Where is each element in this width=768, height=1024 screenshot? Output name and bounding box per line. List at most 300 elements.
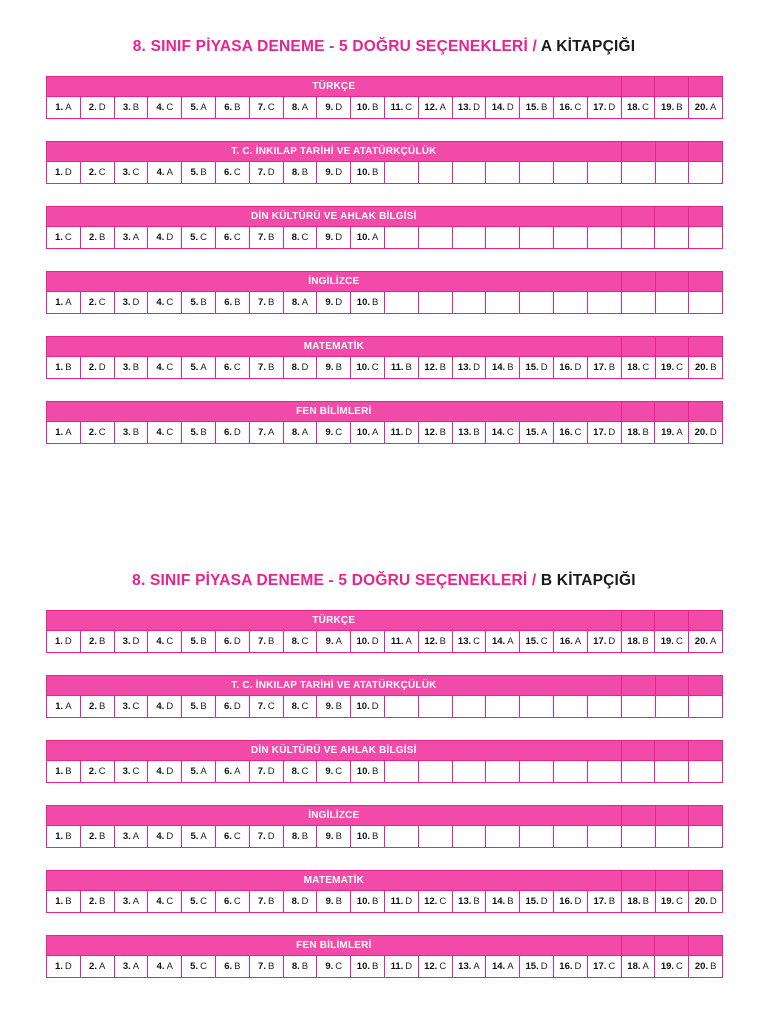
section-header: İNGİLİZCE [47, 806, 622, 826]
question-number: 5. [190, 701, 199, 712]
booklet-a-sections [46, 76, 722, 466]
question-number: 6. [224, 102, 233, 113]
answer-cell [47, 227, 81, 249]
header-pad-cell [689, 936, 723, 956]
answer-option: C [642, 102, 650, 113]
answer-cell [283, 162, 317, 184]
answer-cell [486, 292, 520, 314]
answer-cell [351, 292, 385, 314]
question-number: 6. [223, 232, 232, 243]
answer-option: B [372, 831, 379, 842]
answer-cell [520, 292, 554, 314]
answer-option: A [267, 427, 275, 438]
header-pad-cell [655, 741, 689, 761]
answer-option: A [200, 362, 207, 373]
booklet-b-sections [46, 610, 722, 1000]
answer-option: C [200, 896, 207, 907]
answer-option: C [405, 102, 413, 113]
answer-cell [148, 631, 182, 653]
header-pad-cell [621, 871, 655, 891]
header-pad-cell [655, 936, 689, 956]
question-number: 7. [257, 167, 266, 178]
answer-cell [215, 826, 249, 848]
answer-option: A [200, 831, 207, 842]
question-number: 18. [627, 427, 641, 438]
answer-cell [114, 422, 148, 444]
header-pad-cell [689, 741, 723, 761]
answer-cell [452, 826, 486, 848]
answer-option: C [676, 896, 683, 907]
answer-cell [80, 891, 114, 913]
answer-option: A [473, 961, 480, 972]
answer-cell [587, 826, 621, 848]
answer-cell [486, 162, 520, 184]
answer-cell [80, 162, 114, 184]
answer-cell [553, 292, 587, 314]
question-number: 2. [88, 766, 97, 777]
answer-option: A [65, 701, 72, 712]
answer-cell [553, 422, 587, 444]
header-pad-cell [621, 676, 655, 696]
answer-option: D [335, 167, 343, 178]
answer-cell [621, 826, 655, 848]
answer-cell [283, 761, 317, 783]
answer-table [46, 935, 723, 978]
answer-cell [148, 97, 182, 119]
question-number: 16. [559, 362, 573, 373]
answer-option: C [64, 232, 72, 243]
answer-cell [486, 631, 520, 653]
answer-option: A [405, 636, 412, 647]
answer-cell [655, 826, 689, 848]
header-pad-cell [655, 611, 689, 631]
answer-cell [486, 826, 520, 848]
header-pad-cell [655, 806, 689, 826]
answer-option: D [267, 831, 275, 842]
answer-option: C [200, 961, 207, 972]
answer-option: B [200, 701, 207, 712]
answer-cell [215, 761, 249, 783]
answer-option: B [439, 636, 446, 647]
answer-cell [249, 761, 283, 783]
answer-row [47, 292, 723, 314]
header-pad-cell [689, 871, 723, 891]
answer-option: B [372, 297, 379, 308]
answer-cell [689, 292, 723, 314]
question-number: 10. [356, 167, 370, 178]
answer-cell [655, 631, 689, 653]
header-pad-cell [689, 676, 723, 696]
answer-option: B [234, 102, 241, 113]
answer-cell [553, 761, 587, 783]
answer-option: B [439, 362, 446, 373]
question-number: 3. [122, 831, 131, 842]
answer-cell [47, 357, 81, 379]
answer-cell [317, 761, 351, 783]
answer-cell [621, 422, 655, 444]
question-number: 10. [356, 831, 370, 842]
question-number: 19. [660, 636, 674, 647]
section-header: MATEMATİK [47, 871, 622, 891]
answer-cell [80, 97, 114, 119]
question-number: 8. [291, 297, 300, 308]
question-number: 10. [356, 701, 370, 712]
answer-cell [351, 422, 385, 444]
question-number: 1. [55, 831, 64, 842]
answer-option: B [200, 297, 207, 308]
answer-cell [520, 826, 554, 848]
answer-cell [655, 292, 689, 314]
question-number: 1. [55, 297, 64, 308]
question-number: 9. [325, 167, 334, 178]
section-header: İNGİLİZCE [47, 272, 622, 292]
question-number: 1. [55, 896, 64, 907]
answer-option: D [64, 636, 72, 647]
section-header: DİN KÜLTÜRÜ VE AHLAK BİLGİSİ [47, 741, 622, 761]
answer-cell [621, 761, 655, 783]
question-number: 16. [559, 636, 573, 647]
answer-section [46, 271, 722, 314]
answer-option: C [166, 362, 174, 373]
question-number: 12. [424, 636, 438, 647]
answer-cell [553, 956, 587, 978]
answer-option: A [132, 831, 140, 842]
question-number: 8. [291, 766, 300, 777]
answer-cell [655, 696, 689, 718]
answer-option: C [132, 167, 140, 178]
question-number: 14. [491, 362, 506, 373]
answer-option: B [507, 896, 514, 907]
answer-option: D [608, 427, 616, 438]
answer-option: A [439, 102, 446, 113]
answer-option: B [676, 102, 683, 113]
answer-table [46, 740, 723, 783]
question-number: 14. [491, 102, 505, 113]
answer-cell [452, 956, 486, 978]
answer-cell [317, 357, 351, 379]
question-number: 7. [258, 961, 266, 972]
answer-option: B [98, 896, 106, 907]
answer-cell [587, 292, 621, 314]
answer-option: B [98, 701, 106, 712]
answer-cell [587, 227, 621, 249]
answer-option: D [132, 297, 140, 308]
answer-row [47, 761, 723, 783]
answer-cell [114, 631, 148, 653]
question-number: 4. [156, 701, 165, 712]
answer-cell [114, 97, 148, 119]
answer-cell [249, 97, 283, 119]
answer-cell [148, 891, 182, 913]
answer-cell [114, 292, 148, 314]
answer-cell [80, 292, 114, 314]
answer-cell [182, 357, 216, 379]
answer-cell [215, 956, 249, 978]
answer-option: B [267, 232, 275, 243]
question-number: 19. [660, 961, 675, 972]
answer-option: B [65, 362, 72, 373]
answer-cell [587, 631, 621, 653]
question-number: 8. [291, 102, 300, 113]
answer-cell [689, 227, 723, 249]
answer-cell [418, 761, 452, 783]
header-pad-cell [621, 142, 655, 162]
answer-cell [520, 357, 554, 379]
answer-option: B [200, 427, 207, 438]
answer-option: D [166, 701, 174, 712]
answer-cell [182, 696, 216, 718]
answer-cell [418, 97, 452, 119]
answer-option: B [65, 831, 72, 842]
answer-cell [182, 826, 216, 848]
question-number: 17. [593, 427, 607, 438]
answer-option: C [233, 831, 241, 842]
question-number: 3. [122, 766, 131, 777]
question-number: 9. [325, 961, 334, 972]
question-number: 13. [458, 961, 472, 972]
question-number: 3. [122, 701, 131, 712]
answer-option: C [676, 362, 683, 373]
header-pad-cell [621, 611, 655, 631]
answer-cell [384, 631, 418, 653]
answer-cell [486, 956, 520, 978]
answer-cell [114, 162, 148, 184]
answer-cell [182, 891, 216, 913]
answer-cell [486, 227, 520, 249]
answer-option: D [98, 362, 106, 373]
answer-cell [553, 97, 587, 119]
answer-option: D [371, 701, 379, 712]
answer-option: C [574, 427, 582, 438]
question-number: 14. [491, 427, 505, 438]
answer-option: A [200, 766, 207, 777]
header-pad-cell [621, 402, 655, 422]
answer-option: C [642, 362, 650, 373]
question-number: 7. [258, 297, 266, 308]
answer-cell [249, 956, 283, 978]
answer-cell [418, 227, 452, 249]
answer-option: D [64, 961, 72, 972]
answer-cell [689, 956, 723, 978]
question-number: 11. [390, 636, 404, 647]
answer-cell [655, 162, 689, 184]
answer-cell [553, 696, 587, 718]
answer-cell [114, 956, 148, 978]
answer-option: B [710, 961, 717, 972]
answer-cell [418, 422, 452, 444]
question-number: 7. [258, 427, 266, 438]
answer-option: C [335, 766, 343, 777]
answer-cell [283, 227, 317, 249]
answer-cell [452, 162, 486, 184]
answer-option: A [301, 297, 309, 308]
question-number: 8. [291, 427, 300, 438]
question-number: 10. [356, 362, 370, 373]
answer-cell [587, 761, 621, 783]
answer-option: D [233, 427, 241, 438]
answer-option: A [132, 896, 140, 907]
booklet-a-title-main: 8. SINIF PİYASA DENEME - 5 DOĞRU SEÇENEKLERİ / [132, 38, 541, 55]
answer-option: D [608, 102, 616, 113]
answer-option: C [439, 961, 447, 972]
answer-cell [689, 97, 723, 119]
answer-section [46, 805, 722, 848]
answer-cell [689, 631, 723, 653]
section-header: TÜRKÇE [47, 611, 622, 631]
question-number: 6. [223, 636, 232, 647]
answer-cell [249, 826, 283, 848]
question-number: 9. [325, 362, 334, 373]
answer-table [46, 401, 723, 444]
answer-option: B [473, 427, 480, 438]
answer-cell [520, 97, 554, 119]
question-number: 3. [122, 232, 131, 243]
answer-option: D [506, 102, 514, 113]
question-number: 2. [89, 896, 97, 907]
answer-option: C [98, 766, 106, 777]
question-number: 4. [156, 427, 165, 438]
answer-cell [418, 162, 452, 184]
question-number: 1. [54, 232, 63, 243]
question-number: 2. [88, 427, 97, 438]
question-number: 9. [325, 297, 334, 308]
answer-option: B [132, 362, 140, 373]
answer-option: B [335, 362, 342, 373]
answer-cell [182, 956, 216, 978]
question-number: 6. [223, 896, 232, 907]
answer-cell [486, 696, 520, 718]
answer-option: C [301, 766, 309, 777]
answer-option: A [166, 961, 173, 972]
question-number: 8. [291, 167, 300, 178]
answer-cell [655, 761, 689, 783]
answer-cell [452, 292, 486, 314]
answer-cell [317, 227, 351, 249]
answer-section [46, 675, 722, 718]
section-header: T. C. İNKILAP TARİHİ VE ATATÜRKÇÜLÜK [47, 142, 622, 162]
answer-cell [114, 227, 148, 249]
question-number: 19. [661, 427, 675, 438]
answer-option: B [234, 297, 241, 308]
answer-option: A [98, 961, 106, 972]
question-number: 10. [356, 232, 370, 243]
answer-table [46, 805, 723, 848]
answer-cell [283, 292, 317, 314]
answer-cell [317, 422, 351, 444]
answer-cell [80, 696, 114, 718]
answer-option: B [267, 362, 275, 373]
answer-row [47, 97, 723, 119]
answer-cell [384, 761, 418, 783]
answer-cell [317, 891, 351, 913]
answer-cell [621, 292, 655, 314]
answer-cell [47, 696, 81, 718]
answer-option: B [132, 427, 140, 438]
answer-option: B [65, 896, 72, 907]
answer-option: D [540, 362, 548, 373]
question-number: 20. [694, 427, 708, 438]
question-number: 4. [156, 831, 165, 842]
answer-cell [553, 357, 587, 379]
answer-option: C [233, 232, 241, 243]
answer-option: D [371, 636, 379, 647]
answer-row [47, 357, 723, 379]
question-number: 5. [190, 427, 199, 438]
answer-option: B [132, 102, 140, 113]
answer-cell [249, 357, 283, 379]
question-number: 16. [559, 427, 573, 438]
answer-cell [249, 891, 283, 913]
question-number: 6. [224, 766, 233, 777]
answer-option: D [574, 961, 582, 972]
header-pad-cell [621, 741, 655, 761]
answer-cell [384, 227, 418, 249]
question-number: 11. [390, 102, 404, 113]
answer-option: A [507, 636, 514, 647]
question-number: 15. [525, 102, 539, 113]
question-number: 14. [491, 896, 506, 907]
answer-option: D [574, 896, 582, 907]
question-number: 17. [593, 362, 607, 373]
answer-cell [587, 357, 621, 379]
answer-cell [317, 696, 351, 718]
answer-cell [317, 162, 351, 184]
answer-cell [351, 227, 385, 249]
header-pad-cell [689, 207, 723, 227]
answer-option: C [608, 961, 616, 972]
answer-cell [486, 357, 520, 379]
answer-option: B [372, 961, 379, 972]
answer-cell [655, 227, 689, 249]
answer-section [46, 870, 722, 913]
question-number: 2. [89, 232, 97, 243]
answer-cell [317, 826, 351, 848]
answer-option: D [608, 636, 616, 647]
answer-option: C [574, 102, 582, 113]
answer-cell [553, 162, 587, 184]
answer-cell [351, 631, 385, 653]
question-number: 9. [325, 102, 334, 113]
answer-option: C [166, 427, 174, 438]
answer-section [46, 76, 722, 119]
question-number: 6. [224, 297, 233, 308]
question-number: 18. [627, 362, 641, 373]
answer-option: D [574, 362, 582, 373]
answer-cell [148, 162, 182, 184]
answer-option: A [132, 232, 140, 243]
answer-option: C [506, 427, 514, 438]
answer-option: C [132, 766, 140, 777]
answer-cell [47, 826, 81, 848]
answer-option: B [608, 362, 616, 373]
answer-cell [47, 97, 81, 119]
answer-option: B [540, 102, 548, 113]
question-number: 13. [458, 896, 472, 907]
question-number: 13. [458, 427, 472, 438]
answer-cell [418, 292, 452, 314]
answer-option: C [371, 362, 379, 373]
answer-cell [655, 97, 689, 119]
answer-cell [351, 826, 385, 848]
answer-cell [148, 357, 182, 379]
answer-option: C [166, 102, 174, 113]
answer-cell [351, 696, 385, 718]
answer-option: B [642, 636, 649, 647]
question-number: 15. [525, 961, 539, 972]
question-number: 4. [156, 636, 165, 647]
answer-cell [148, 422, 182, 444]
answer-cell [249, 292, 283, 314]
